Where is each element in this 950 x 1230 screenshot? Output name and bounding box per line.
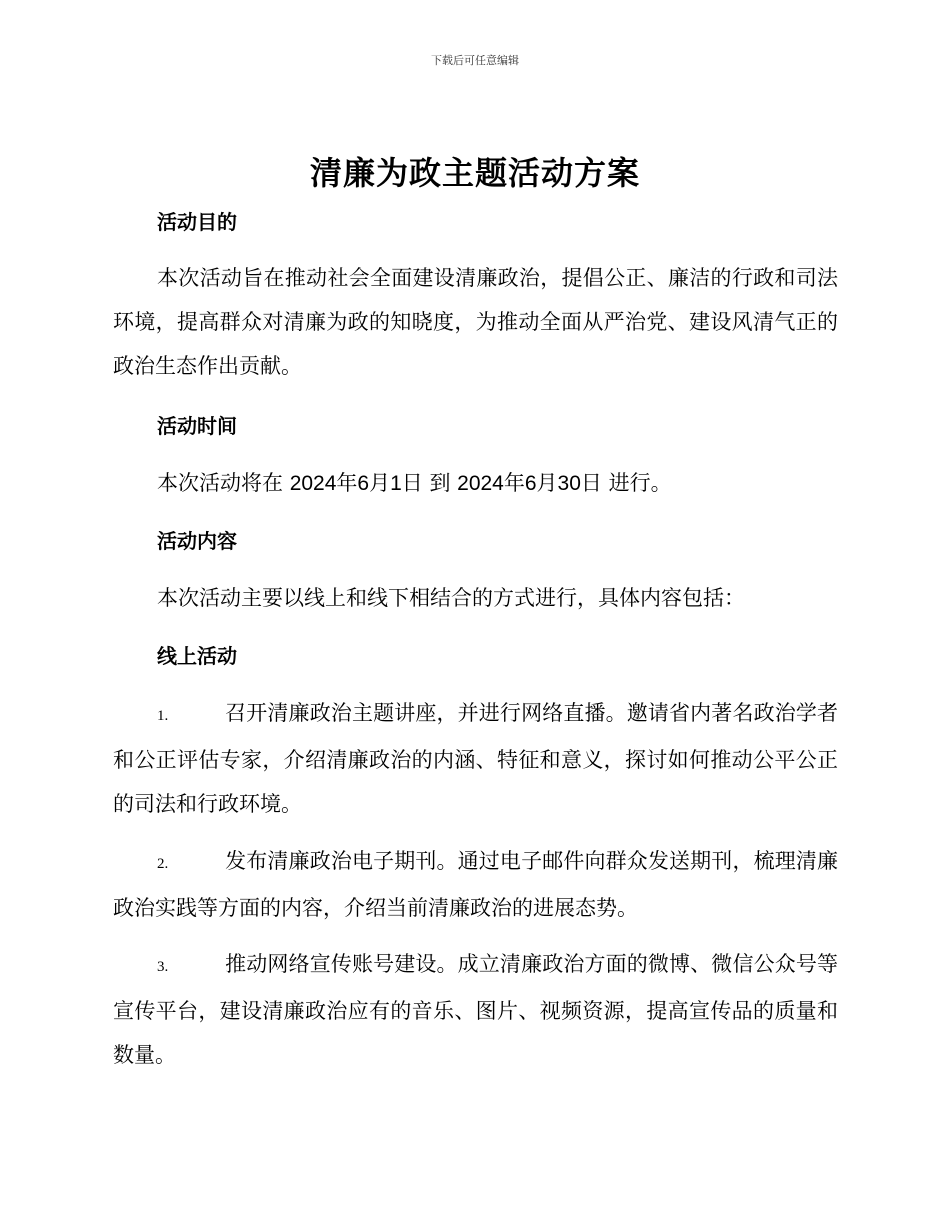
document-title: 清廉为政主题活动方案 bbox=[309, 154, 640, 192]
time-start-date: 2024年6月1日 bbox=[289, 472, 423, 495]
purpose-paragraph: 本次活动旨在推动社会全面建设清廉政治，提倡公正、廉洁的行政和司法环境，提高群众对清廉为政的知晓度，为推动全面从严治党、建设风清气正的政治生态作出贡献。 bbox=[113, 266, 838, 378]
time-prefix: 本次活动将在 bbox=[157, 471, 283, 495]
list-item-number: 3. bbox=[157, 959, 169, 975]
list-item-text: 发布清廉政治电子期刊。通过电子邮件向群众发送期刊，梳理清廉政治实践等方面的内容，介绍当前清廉政治的进展态势。 bbox=[113, 849, 838, 920]
list-item-number: 2. bbox=[157, 856, 169, 872]
time-middle: 到 bbox=[429, 471, 451, 495]
list-item bbox=[113, 942, 838, 1077]
list-item bbox=[113, 839, 838, 930]
section-heading-time: 活动时间 bbox=[157, 414, 237, 438]
time-suffix: 进行。 bbox=[608, 471, 672, 495]
section-heading-online: 线上活动 bbox=[157, 644, 237, 668]
time-end-date: 2024年6月30日 bbox=[457, 472, 602, 495]
list-item-text: 召开清廉政治主题讲座，并进行网络直播。邀请省内著名政治学者和公正评估专家，介绍清廉政治的内涵、特征和意义，探讨如何推动公平公正的司法和行政环境。 bbox=[113, 701, 838, 816]
list-item-number: 1. bbox=[157, 708, 169, 724]
section-heading-content: 活动内容 bbox=[157, 529, 237, 553]
list-item-text: 推动网络宣传账号建设。成立清廉政治方面的微博、微信公众号等宣传平台，建设清廉政治应有的音乐、图片、视频资源，提高宣传品的质量和数量。 bbox=[113, 952, 838, 1067]
time-paragraph bbox=[113, 461, 838, 506]
header-note: 下载后可任意编辑 bbox=[431, 54, 519, 67]
section-heading-purpose: 活动目的 bbox=[157, 210, 237, 234]
content-paragraph: 本次活动主要以线上和线下相结合的方式进行，具体内容包括： bbox=[157, 586, 745, 610]
list-item bbox=[113, 691, 838, 826]
